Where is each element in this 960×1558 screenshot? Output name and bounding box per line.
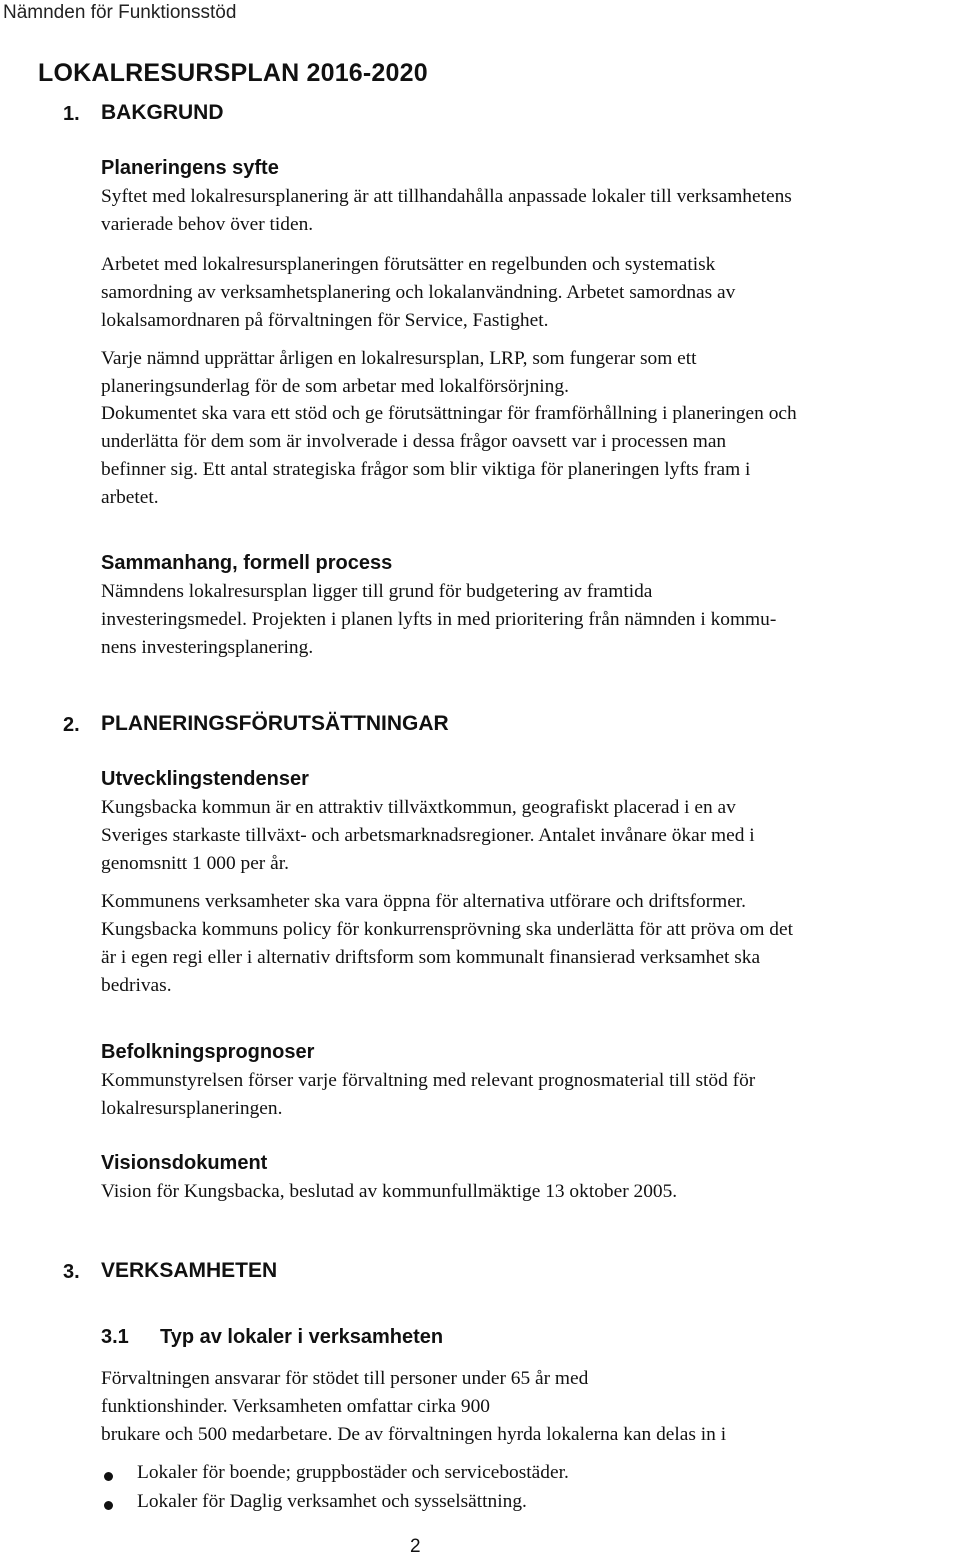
document-title: LOKALRESURSPLAN 2016-2020 xyxy=(38,59,428,87)
paragraph-utveckling-2 xyxy=(101,888,960,1000)
heading-planeringens-syfte: Planeringens syfte xyxy=(101,157,279,179)
page-number: 2 xyxy=(410,1536,421,1557)
subsection-3-1-number: 3.1 xyxy=(101,1326,129,1348)
paragraph-syfte-3 xyxy=(101,345,960,401)
section-3-number: 3. xyxy=(63,1261,80,1283)
text-line: funktionshinder. Verksamheten omfattar cirka 900 xyxy=(101,1396,490,1417)
text-line: lokalresursplaneringen. xyxy=(101,1098,283,1119)
heading-sammanhang: Sammanhang, formell process xyxy=(101,552,393,574)
text-line: befinner sig. Ett antal strategiska frågor som blir viktiga för planeringen lyfts fram i xyxy=(101,459,751,480)
bullet-item-2: Lokaler för Daglig verksamhet och sysselsättning. xyxy=(137,1491,527,1512)
bullet-item-1: Lokaler för boende; gruppbostäder och servicebostäder. xyxy=(137,1462,569,1483)
paragraph-syfte-1 xyxy=(101,183,960,239)
section-2-title: PLANERINGSFÖRUTSÄTTNINGAR xyxy=(101,712,449,735)
paragraph-vision xyxy=(101,1178,960,1206)
text-line: Nämndens lokalresursplan ligger till grund för budgetering av framtida xyxy=(101,581,653,602)
text-line: planeringsunderlag för de som arbetar med lokalförsörjning. xyxy=(101,376,569,397)
section-1-number: 1. xyxy=(63,103,80,125)
heading-visionsdokument: Visionsdokument xyxy=(101,1152,268,1174)
text-line: samordning av verksamhetsplanering och lokalanvändning. Arbetet samordnas av xyxy=(101,282,736,303)
section-3-title: VERKSAMHETEN xyxy=(101,1259,278,1282)
text-line: Syftet med lokalresursplanering är att tillhandahålla anpassade lokaler till verksamhetens xyxy=(101,186,792,207)
heading-befolkningsprognoser: Befolkningsprognoser xyxy=(101,1041,315,1063)
text-line: genomsnitt 1 000 per år. xyxy=(101,853,289,874)
text-line: är i egen regi eller i alternativ driftsform som kommunalt finansierad verksamhet ska xyxy=(101,947,761,968)
text-line: Kungsbacka kommun är en attraktiv tillväxtkommun, geografiskt placerad i en av xyxy=(101,797,736,818)
text-line: Kungsbacka kommuns policy för konkurrensprövning ska underlätta för att pröva om det xyxy=(101,919,793,940)
text-line: investeringsmedel. Projekten i planen lyfts in med prioritering från nämnden i kommu- xyxy=(101,609,777,630)
paragraph-syfte-2 xyxy=(101,251,960,335)
paragraph-sammanhang xyxy=(101,578,960,662)
page-header: Nämnden för Funktionsstöd xyxy=(3,2,237,23)
text-line: Förvaltningen ansvarar för stödet till personer under 65 år med xyxy=(101,1368,589,1389)
paragraph-utveckling-1 xyxy=(101,794,960,878)
text-line: brukare och 500 medarbetare. De av förvaltningen hyrda lokalerna kan delas in i xyxy=(101,1424,727,1445)
bullet-icon xyxy=(104,1501,113,1510)
text-line: Kommunstyrelsen förser varje förvaltning med relevant prognosmaterial till stöd för xyxy=(101,1070,756,1091)
section-1-title: BAKGRUND xyxy=(101,101,224,124)
text-line: nens investeringsplanering. xyxy=(101,637,314,658)
text-line: arbetet. xyxy=(101,487,159,508)
text-line: Vision för Kungsbacka, beslutad av kommunfullmäktige 13 oktober 2005. xyxy=(101,1181,678,1202)
text-line: Arbetet med lokalresursplaneringen förutsätter en regelbunden och systematisk xyxy=(101,254,716,275)
heading-utvecklingstendenser: Utvecklingstendenser xyxy=(101,768,309,790)
text-line: Varje nämnd upprättar årligen en lokalresursplan, LRP, som fungerar som ett xyxy=(101,348,697,369)
text-line: lokalsamordnaren på förvaltningen för Service, Fastighet. xyxy=(101,310,549,331)
text-line: underlätta för dem som är involverade i dessa frågor oavsett var i processen man xyxy=(101,431,727,452)
paragraph-syfte-4 xyxy=(101,400,960,512)
subsection-3-1-title: Typ av lokaler i verksamheten xyxy=(160,1326,444,1348)
text-line: Sveriges starkaste tillväxt- och arbetsmarknadsregioner. Antalet invånare ökar med i xyxy=(101,825,755,846)
text-line: bedrivas. xyxy=(101,975,172,996)
section-2-number: 2. xyxy=(63,714,80,736)
bullet-icon xyxy=(104,1472,113,1481)
text-line: varierade behov över tiden. xyxy=(101,214,314,235)
paragraph-typ-av-lokaler xyxy=(101,1365,960,1449)
text-line: Kommunens verksamheter ska vara öppna för alternativa utförare och driftsformer. xyxy=(101,891,747,912)
paragraph-befolkning xyxy=(101,1067,960,1123)
text-line: Dokumentet ska vara ett stöd och ge förutsättningar för framförhållning i planeringen och xyxy=(101,403,797,424)
